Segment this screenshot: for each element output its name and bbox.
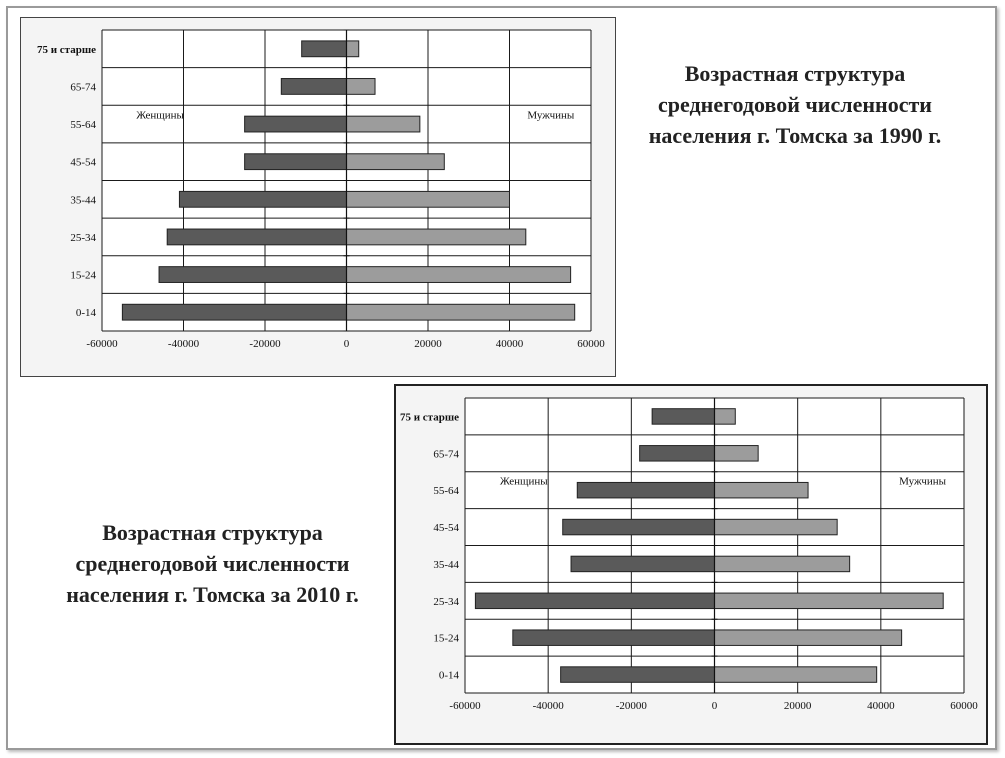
chart-2010-bar-male [715,593,944,608]
chart-1990-bar-female [302,41,347,57]
chart-1990-x-tick-label: -20000 [249,338,281,350]
chart-1990-x-tick-label: -40000 [167,338,200,350]
chart-2010-bar-female [513,630,715,645]
chart-2010-y-tick-label: 25-34 [433,595,459,608]
chart-2010-title: Возрастная структура среднегодовой численности населения г. Томска за 2010 г. [66,520,359,607]
chart-1990-bar-male [347,304,575,320]
chart-1990-y-tick-label: 35-44 [70,194,96,207]
chart-1990-x-tick-label: 0 [343,338,350,350]
chart-1990-x-tick-label: 60000 [577,338,605,350]
chart-2010-y-tick-label: 15-24 [433,632,459,645]
chart-2010-bar-male [715,482,809,497]
chart-1990-x-tick-label: -60000 [86,338,118,350]
chart-2010-bar-male [715,667,877,682]
chart-1990-bar-male [347,154,445,170]
chart-2010-y-tick-label: 35-44 [433,558,459,571]
chart-1990-y-tick-label: 45-54 [70,156,96,169]
chart-2010-y-tick-label: 65-74 [433,448,459,461]
chart-2010-bar-female [652,409,714,424]
chart-2010-annotation-men: Мужчины [899,475,947,488]
chart-1990-bar-male [347,229,526,245]
chart-2010-bar-female [561,667,715,682]
chart-1990-bar-male [347,79,376,95]
chart-1990-bar-male [347,41,359,57]
chart-2010-bar-male [715,446,759,461]
chart-1990-bar-female [245,116,347,132]
chart-2010-bar-male [715,556,850,571]
chart-2010-x-tick-label: 20000 [783,700,812,712]
chart-1990 [21,18,617,378]
chart-2010-x-tick-label: -60000 [449,700,481,712]
chart-2010-bar-female [577,482,714,497]
chart-2010-y-tick-label: 75 и старше [399,411,459,424]
chart-2010-annotation-women: Женщины [499,475,548,488]
chart-2010-x-tick-label: 0 [711,700,718,712]
chart-2010-bar-male [715,409,736,424]
chart-2010-y-tick-label: 55-64 [433,485,459,498]
chart-2010-x-tick-label: 40000 [867,700,895,712]
chart-1990-bar-female [159,267,346,283]
chart-2010-bar-female [640,446,715,461]
chart-1990-panel [20,17,616,377]
chart-2010-x-tick-label: 60000 [950,700,978,712]
chart-1990-y-tick-label: 65-74 [70,81,96,94]
chart-1990-bar-female [245,154,347,170]
chart-1990-y-tick-label: 15-24 [70,269,96,282]
chart-1990-y-tick-label: 55-64 [70,119,96,132]
chart-1990-y-tick-label: 0-14 [75,307,96,320]
chart-2010-bar-female [571,556,714,571]
chart-1990-x-tick-label: 40000 [495,338,524,350]
chart-1990-title: Возрастная структура среднегодовой численности населения г. Томска за 1990 г. [648,61,942,148]
chart-1990-bar-female [281,79,346,95]
chart-2010 [396,386,986,743]
chart-1990-annotation-men: Мужчины [527,109,575,122]
chart-2010-y-tick-label: 0-14 [438,669,459,682]
chart-2010-panel [394,384,988,745]
chart-1990-bar-female [179,191,346,207]
chart-2010-bar-female [563,519,715,534]
chart-2010-bar-female [475,593,714,608]
chart-2010-y-tick-label: 45-54 [433,522,459,535]
chart-1990-bar-male [347,191,510,207]
chart-1990-y-tick-label: 75 и старше [36,43,96,56]
chart-2010-bar-male [715,630,902,645]
chart-1990-annotation-women: Женщины [136,109,184,122]
chart-1990-bar-female [122,304,346,320]
chart-2010-x-tick-label: -40000 [532,700,564,712]
chart-1990-bar-male [347,267,571,283]
chart-1990-bar-male [347,116,420,132]
chart-2010-x-tick-label: -20000 [615,700,647,712]
chart-1990-bar-female [167,229,346,245]
chart-1990-x-tick-label: 20000 [414,338,442,350]
chart-1990-y-tick-label: 25-34 [70,231,96,244]
chart-2010-bar-male [715,519,838,534]
